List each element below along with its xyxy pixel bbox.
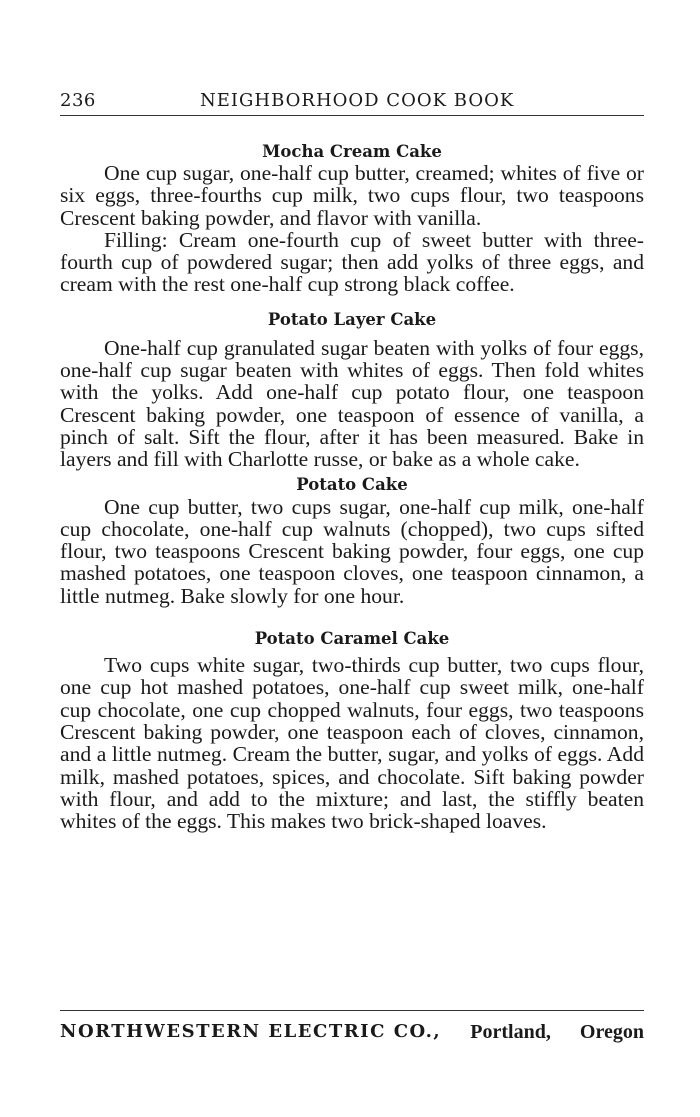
recipe-body-potato-layer-cake (60, 337, 644, 471)
footer-state: Oregon (579, 1021, 644, 1043)
recipe-body-potato-cake (60, 496, 644, 607)
recipe-paragraph: One cup sugar, one-half cup butter, creamed; whites of five or six eggs, three-fourths cup milk, two cups flour, two teaspoons Crescent baking powder, and flavor with vanilla. (60, 161, 644, 230)
recipe-body-mocha-cream-cake (60, 162, 644, 296)
book-page (60, 90, 644, 832)
recipe-paragraph: One-half cup granulated sugar beaten with yolks of four eggs, one-half cup sugar beaten with whites of eggs. Then fold whites with the yolks. Add one-half cup potato flour, one teaspoon Crescent baking powder, one teaspoon of essence of vanilla, a pinch of salt. Sift the flour, after it has been measured. Bake in layers and fill with Charlotte russe, or bake as a whole cake. (60, 335, 644, 472)
recipe-paragraph: One cup butter, two cups sugar, one-half cup milk, one-half cup chocolate, one-half cup walnuts (chopped), two cups sifted flour, two teaspoons Crescent baking powder, four eggs, one cup mashed potatoes, one teaspoon cloves, one teaspoon cinnamon, a little nutmeg. Bake slowly for one hour. (60, 494, 644, 608)
running-head (60, 90, 644, 116)
advertiser-footer (60, 1010, 644, 1044)
recipe-paragraph: Filling: Cream one-fourth cup of sweet butter with three-fourth cup of powdered sugar; then add yolks of three eggs, and cream with the rest one-half cup strong black coffee. (60, 227, 644, 297)
recipe-paragraph: Two cups white sugar, two-thirds cup butter, two cups flour, one cup hot mashed potatoes, one-half cup sweet milk, one-half cup chocolate, one cup chopped walnuts, four eggs, two teaspoons Crescent baking powder, one teaspoon each of cloves, cinnamon, and a little nutmeg. Cream the butter, sugar, and yolks of eggs. Add milk, mashed potatoes, spices, and chocolate. Sift baking powder with flour, and add to the mixture; and last, the stiffly beaten whites of the eggs. This makes two brick-shaped loaves. (60, 653, 644, 834)
book-title: NEIGHBORHOOD COOK BOOK (200, 90, 515, 111)
footer-company: NORTHWESTERN ELECTRIC CO., (60, 1021, 442, 1042)
recipe-title-potato-cake: Potato Cake (296, 474, 408, 494)
recipe-body-potato-caramel-cake (60, 654, 644, 832)
footer-city: Portland, (470, 1021, 551, 1043)
recipe-title-potato-caramel-cake: Potato Caramel Cake (254, 629, 450, 649)
page-number: 236 (60, 90, 96, 111)
recipe-title-potato-layer-cake: Potato Layer Cake (267, 309, 437, 329)
recipe-title-mocha-cream-cake: Mocha Cream Cake (262, 142, 442, 161)
